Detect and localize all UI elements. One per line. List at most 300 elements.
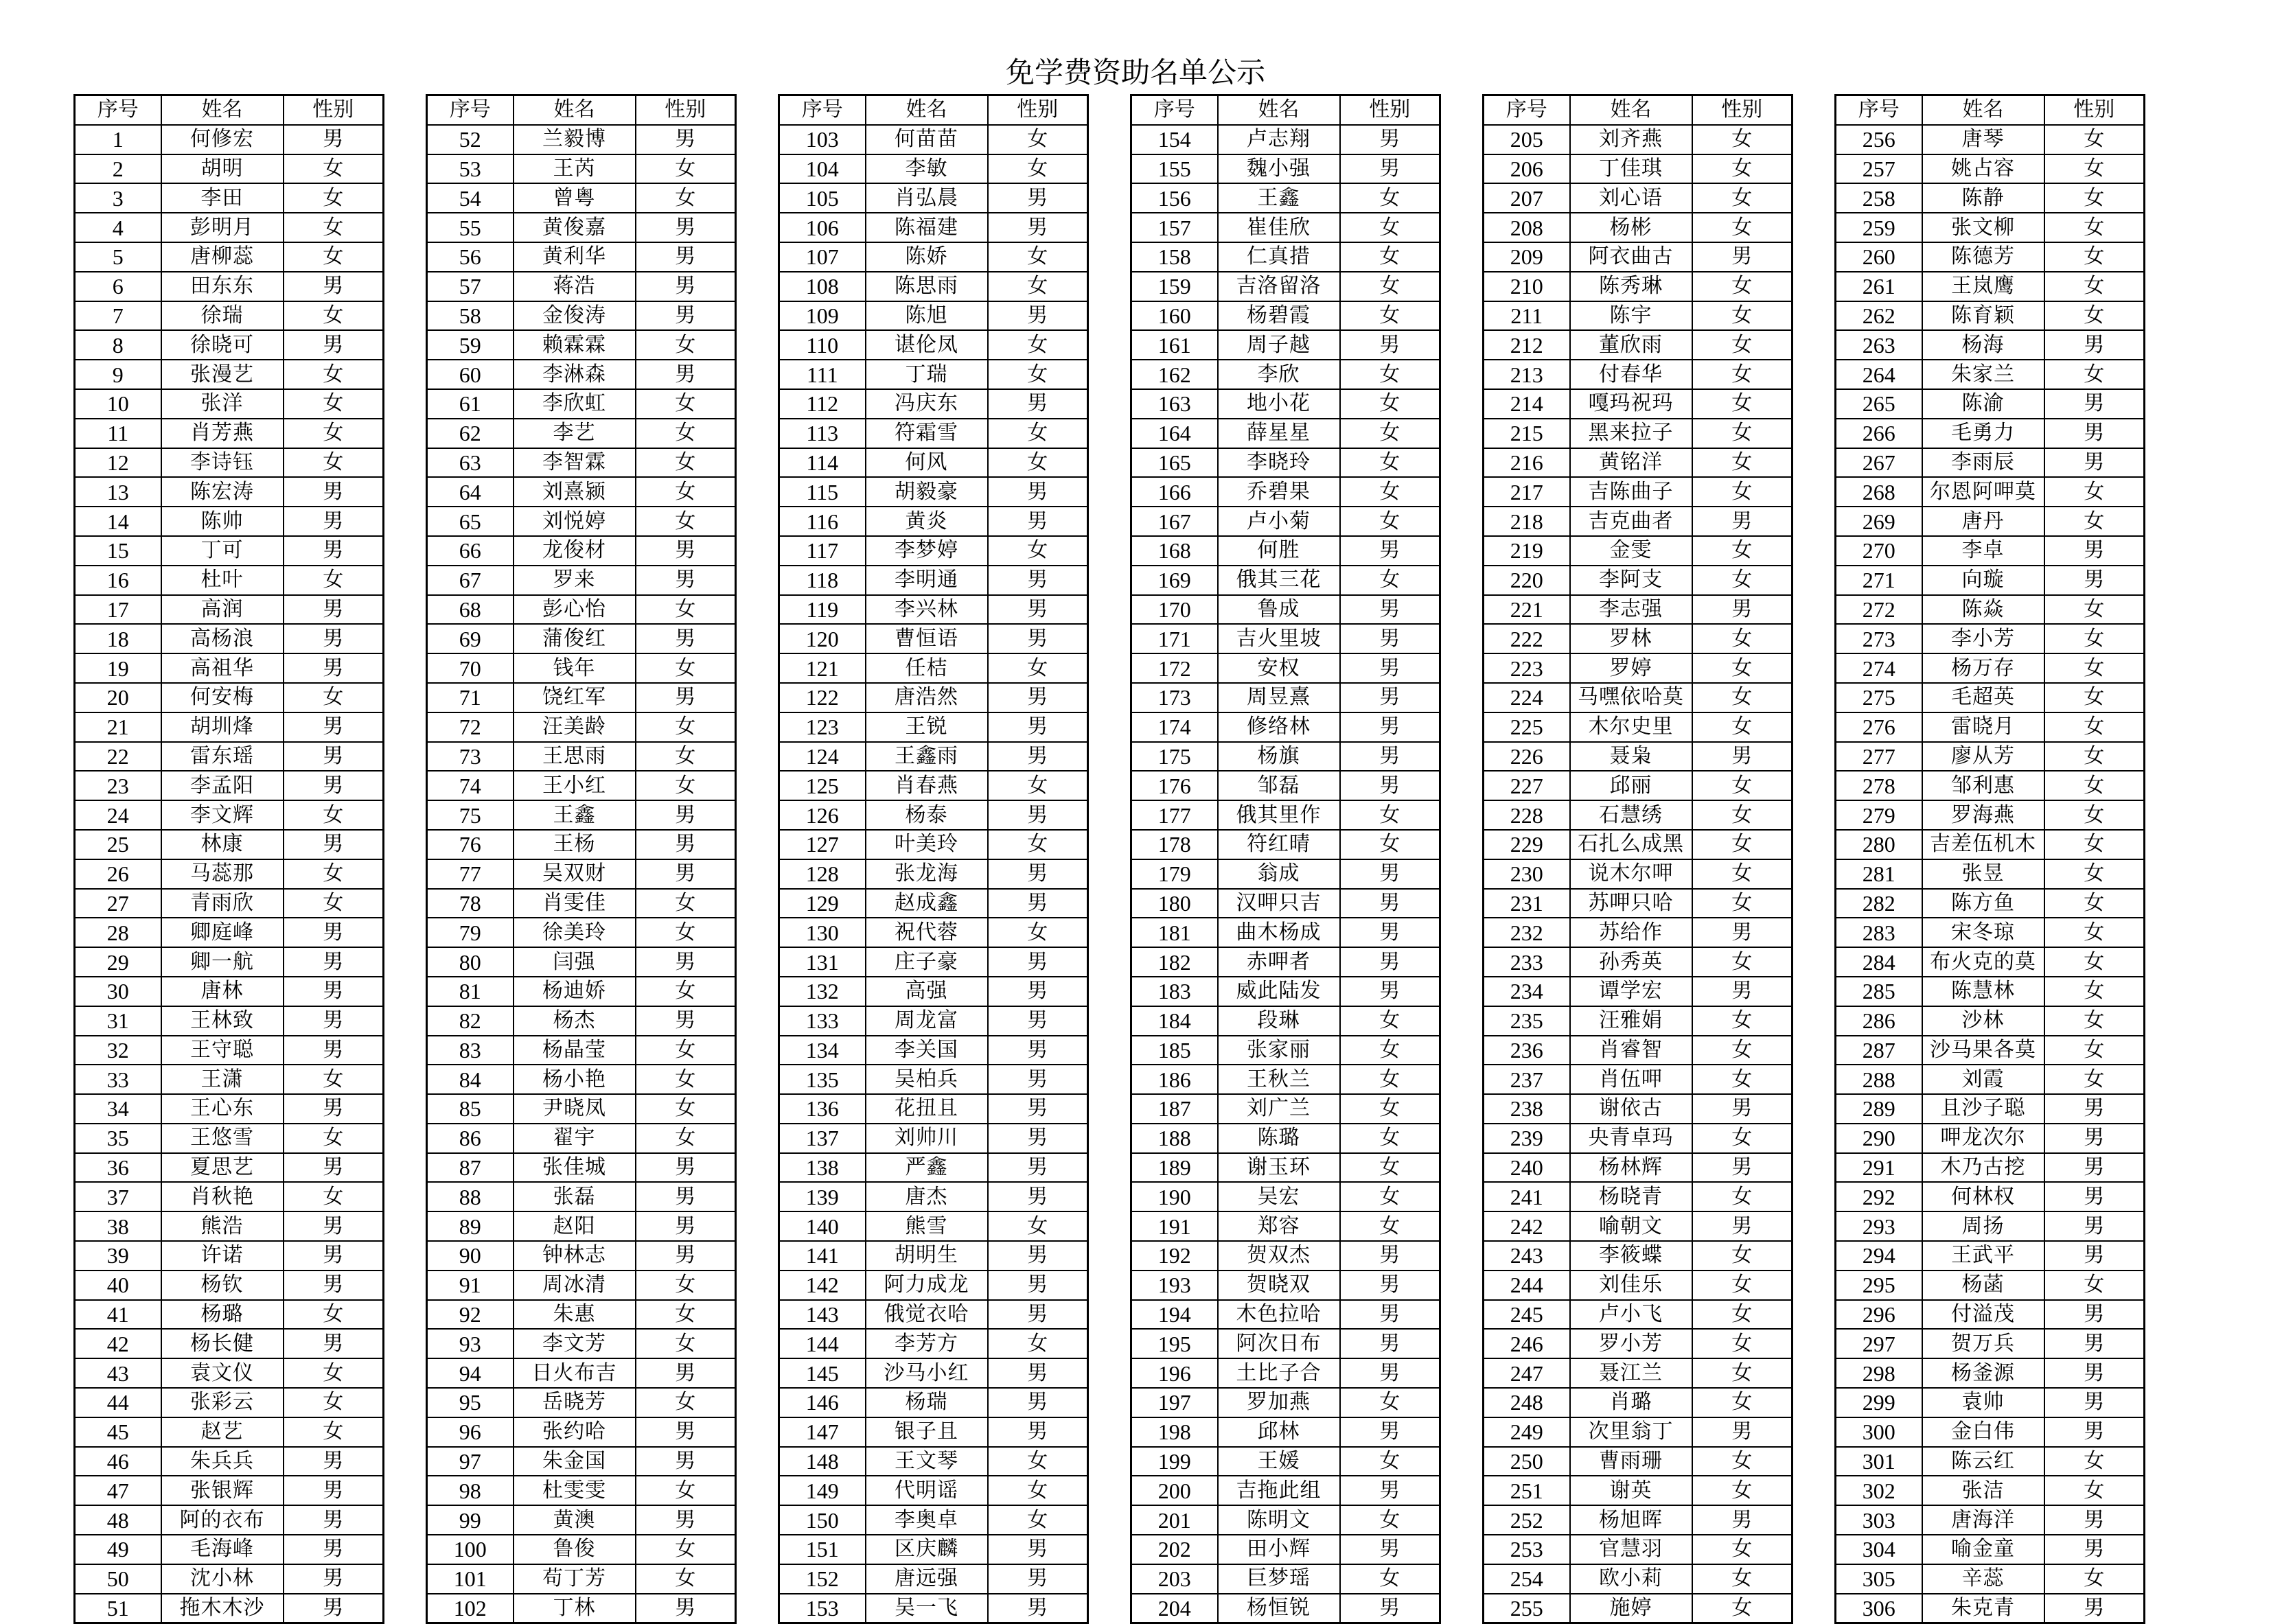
row-seq: 127 [779, 830, 866, 859]
table-row [75, 977, 384, 1006]
row-gender: 女 [2044, 213, 2145, 242]
table-row [1131, 1211, 1440, 1241]
table-row [75, 947, 384, 977]
row-gender: 女 [2044, 595, 2145, 625]
row-name: 曲木杨成 [1218, 918, 1340, 947]
row-gender: 男 [1692, 1094, 1792, 1124]
table-row [1836, 595, 2145, 625]
row-gender: 女 [2044, 1447, 2145, 1476]
row-seq: 14 [75, 507, 161, 536]
row-seq: 266 [1836, 419, 1922, 448]
row-name: 张约哈 [514, 1417, 636, 1447]
row-name: 郑容 [1218, 1211, 1340, 1241]
row-gender: 女 [1340, 1153, 1440, 1183]
table-row [1836, 242, 2145, 272]
table-row [1131, 272, 1440, 301]
table-row [1131, 1535, 1440, 1564]
row-name: 杨泰 [866, 800, 988, 830]
table-row [1836, 213, 2145, 242]
row-seq: 70 [427, 653, 514, 683]
row-name: 徐瑞 [161, 301, 284, 331]
table-row [1836, 183, 2145, 213]
row-name: 金俊涛 [514, 301, 636, 331]
row-name: 李阿支 [1570, 566, 1692, 595]
row-name: 赵成鑫 [866, 889, 988, 918]
row-gender: 男 [988, 1124, 1088, 1153]
row-gender: 女 [636, 183, 736, 213]
row-gender: 女 [1692, 1065, 1792, 1094]
row-seq: 54 [427, 183, 514, 213]
table-row [427, 1329, 736, 1358]
row-seq: 24 [75, 800, 161, 830]
row-seq: 213 [1484, 360, 1570, 389]
table-row [1836, 859, 2145, 889]
row-name: 罗林 [1570, 624, 1692, 653]
row-gender: 男 [636, 1211, 736, 1241]
table-row [75, 419, 384, 448]
row-gender: 男 [2044, 1329, 2145, 1358]
row-seq: 269 [1836, 507, 1922, 536]
row-seq: 169 [1131, 566, 1218, 595]
row-seq: 50 [75, 1564, 161, 1594]
row-seq: 248 [1484, 1388, 1570, 1417]
row-seq: 63 [427, 448, 514, 478]
row-seq: 15 [75, 536, 161, 566]
table-row [1484, 507, 1792, 536]
table-row [75, 1358, 384, 1388]
table-row [1131, 360, 1440, 389]
table-row [75, 653, 384, 683]
table-row [1836, 653, 2145, 683]
row-seq: 283 [1836, 918, 1922, 947]
row-name: 彭明月 [161, 213, 284, 242]
row-seq: 209 [1484, 242, 1570, 272]
row-name: 符红晴 [1218, 830, 1340, 859]
row-gender: 女 [636, 1535, 736, 1564]
row-name: 毛海峰 [161, 1535, 284, 1564]
row-name: 陈德芳 [1922, 242, 2044, 272]
row-name: 董欣雨 [1570, 330, 1692, 360]
row-gender: 女 [2044, 977, 2145, 1006]
row-gender: 女 [284, 242, 384, 272]
row-gender: 女 [1692, 1358, 1792, 1388]
row-gender: 男 [2044, 1182, 2145, 1211]
table-row [779, 1065, 1088, 1094]
row-name: 杨瑞 [866, 1388, 988, 1417]
table-row [1836, 389, 2145, 419]
row-seq: 82 [427, 1006, 514, 1036]
row-seq: 207 [1484, 183, 1570, 213]
row-name: 王媛 [1218, 1447, 1340, 1476]
row-name: 陈帅 [161, 507, 284, 536]
table-row [427, 360, 736, 389]
row-name: 王守聪 [161, 1036, 284, 1065]
row-name: 赵阳 [514, 1211, 636, 1241]
row-name: 毛勇力 [1922, 419, 2044, 448]
row-name: 肖秋艳 [161, 1182, 284, 1211]
row-name: 蒲俊红 [514, 624, 636, 653]
row-name: 庄子豪 [866, 947, 988, 977]
row-name: 曹雨珊 [1570, 1447, 1692, 1476]
row-name: 杜叶 [161, 566, 284, 595]
row-name: 肖睿智 [1570, 1036, 1692, 1065]
row-gender: 男 [988, 1564, 1088, 1594]
row-gender: 女 [2044, 712, 2145, 742]
row-name: 廖从芳 [1922, 742, 2044, 772]
table-row [1484, 154, 1792, 184]
row-gender: 女 [284, 183, 384, 213]
row-name: 张文柳 [1922, 213, 2044, 242]
row-gender: 男 [1692, 977, 1792, 1006]
table-row [75, 1065, 384, 1094]
row-name: 张漫艺 [161, 360, 284, 389]
row-gender: 女 [636, 1388, 736, 1417]
row-name: 肖伍呷 [1570, 1065, 1692, 1094]
table-row [427, 889, 736, 918]
row-gender: 女 [1340, 1388, 1440, 1417]
row-name: 黄炎 [866, 507, 988, 536]
row-gender: 女 [284, 1182, 384, 1211]
table-row [779, 830, 1088, 859]
row-seq: 212 [1484, 330, 1570, 360]
table-row [779, 624, 1088, 653]
row-seq: 285 [1836, 977, 1922, 1006]
row-name: 王鑫雨 [866, 742, 988, 772]
row-name: 王武平 [1922, 1241, 2044, 1271]
row-seq: 149 [779, 1476, 866, 1505]
row-seq: 258 [1836, 183, 1922, 213]
row-name: 吉火里坡 [1218, 624, 1340, 653]
table-row [75, 213, 384, 242]
row-name: 石扎么成黑 [1570, 830, 1692, 859]
row-seq: 284 [1836, 947, 1922, 977]
row-gender: 男 [2044, 1417, 2145, 1447]
row-name: 拖木木沙 [161, 1594, 284, 1623]
row-name: 李雨辰 [1922, 448, 2044, 478]
row-gender: 男 [988, 595, 1088, 625]
table-row [1131, 859, 1440, 889]
table-row [1484, 800, 1792, 830]
row-seq: 274 [1836, 653, 1922, 683]
row-seq: 81 [427, 977, 514, 1006]
row-gender: 女 [2044, 1065, 2145, 1094]
row-gender: 女 [988, 448, 1088, 478]
row-gender: 男 [284, 624, 384, 653]
row-seq: 141 [779, 1241, 866, 1271]
row-gender: 女 [1340, 360, 1440, 389]
table-row [1836, 272, 2145, 301]
row-gender: 女 [1692, 272, 1792, 301]
row-seq: 265 [1836, 389, 1922, 419]
row-seq: 120 [779, 624, 866, 653]
row-seq: 49 [75, 1535, 161, 1564]
row-seq: 279 [1836, 800, 1922, 830]
row-seq: 176 [1131, 771, 1218, 800]
header-seq: 序号 [1484, 95, 1570, 125]
row-gender: 女 [1692, 360, 1792, 389]
row-gender: 女 [636, 1476, 736, 1505]
row-name: 马嘿依哈莫 [1570, 683, 1692, 712]
table-row [1484, 389, 1792, 419]
row-name: 欧小莉 [1570, 1564, 1692, 1594]
row-seq: 5 [75, 242, 161, 272]
row-seq: 154 [1131, 125, 1218, 154]
row-seq: 76 [427, 830, 514, 859]
table-row [75, 360, 384, 389]
table-row [1131, 918, 1440, 947]
table-row [1836, 918, 2145, 947]
table-row [75, 1006, 384, 1036]
row-gender: 女 [2044, 360, 2145, 389]
row-gender: 女 [284, 859, 384, 889]
row-gender: 男 [636, 566, 736, 595]
table-row [1131, 683, 1440, 712]
row-name: 谢英 [1570, 1476, 1692, 1505]
roster-table-4 [1130, 94, 1441, 1624]
table-row [427, 1594, 736, 1623]
table-row [779, 683, 1088, 712]
row-name: 王思雨 [514, 742, 636, 772]
row-gender: 女 [2044, 742, 2145, 772]
row-name: 朱家兰 [1922, 360, 2044, 389]
row-gender: 女 [988, 242, 1088, 272]
row-name: 阿衣曲古 [1570, 242, 1692, 272]
row-gender: 男 [1340, 1594, 1440, 1623]
row-seq: 93 [427, 1329, 514, 1358]
row-seq: 249 [1484, 1417, 1570, 1447]
row-seq: 162 [1131, 360, 1218, 389]
table-row [75, 1447, 384, 1476]
row-gender: 女 [1692, 683, 1792, 712]
row-seq: 36 [75, 1153, 161, 1183]
row-gender: 女 [636, 1300, 736, 1330]
row-name: 熊浩 [161, 1211, 284, 1241]
header-gender: 性别 [988, 95, 1088, 125]
row-gender: 男 [988, 1271, 1088, 1300]
table-row [1131, 1036, 1440, 1065]
row-seq: 126 [779, 800, 866, 830]
table-row [779, 1271, 1088, 1300]
row-seq: 183 [1131, 977, 1218, 1006]
row-name: 王鑫 [1218, 183, 1340, 213]
row-gender: 女 [1692, 830, 1792, 859]
row-gender: 女 [636, 389, 736, 419]
table-row [1131, 419, 1440, 448]
row-seq: 61 [427, 389, 514, 419]
table-row [427, 1417, 736, 1447]
table-row [1484, 889, 1792, 918]
row-seq: 254 [1484, 1564, 1570, 1594]
table-row [1484, 213, 1792, 242]
row-gender: 女 [2044, 1271, 2145, 1300]
row-name: 陈思雨 [866, 272, 988, 301]
row-seq: 286 [1836, 1006, 1922, 1036]
row-gender: 男 [284, 1006, 384, 1036]
row-name: 杨釜源 [1922, 1358, 2044, 1388]
table-row [1484, 183, 1792, 213]
table-row [1131, 1094, 1440, 1124]
row-seq: 20 [75, 683, 161, 712]
row-gender: 男 [636, 125, 736, 154]
row-gender: 男 [2044, 1300, 2145, 1330]
table-row [427, 1535, 736, 1564]
row-seq: 216 [1484, 448, 1570, 478]
row-name: 吉陈曲子 [1570, 477, 1692, 507]
row-gender: 女 [1692, 1447, 1792, 1476]
row-gender: 女 [636, 448, 736, 478]
row-seq: 271 [1836, 566, 1922, 595]
row-seq: 290 [1836, 1124, 1922, 1153]
row-seq: 46 [75, 1447, 161, 1476]
table-row [1131, 947, 1440, 977]
row-seq: 95 [427, 1388, 514, 1417]
row-seq: 113 [779, 419, 866, 448]
row-seq: 242 [1484, 1211, 1570, 1241]
row-gender: 男 [1340, 1417, 1440, 1447]
table-row [1131, 800, 1440, 830]
row-gender: 男 [1692, 1153, 1792, 1183]
row-name: 李智霖 [514, 448, 636, 478]
row-gender: 女 [1340, 1505, 1440, 1535]
row-gender: 女 [2044, 125, 2145, 154]
row-name: 王秋兰 [1218, 1065, 1340, 1094]
row-seq: 210 [1484, 272, 1570, 301]
row-seq: 160 [1131, 301, 1218, 331]
row-seq: 264 [1836, 360, 1922, 389]
row-name: 吴宏 [1218, 1182, 1340, 1211]
table-row [1484, 1417, 1792, 1447]
table-row [779, 1505, 1088, 1535]
table-row [427, 1447, 736, 1476]
table-row [1131, 389, 1440, 419]
row-seq: 144 [779, 1329, 866, 1358]
row-seq: 227 [1484, 771, 1570, 800]
row-seq: 6 [75, 272, 161, 301]
table-row [427, 1388, 736, 1417]
table-row [1484, 448, 1792, 478]
row-name: 木乃古挖 [1922, 1153, 2044, 1183]
row-gender: 女 [284, 213, 384, 242]
row-name: 说木尔呷 [1570, 859, 1692, 889]
table-row [1131, 1153, 1440, 1183]
row-seq: 124 [779, 742, 866, 772]
table-row [779, 918, 1088, 947]
table-row [75, 507, 384, 536]
row-name: 姚占容 [1922, 154, 2044, 184]
row-gender: 女 [2044, 507, 2145, 536]
row-seq: 60 [427, 360, 514, 389]
row-gender: 男 [636, 1153, 736, 1183]
row-name: 布火克的莫 [1922, 947, 2044, 977]
roster-table-3 [778, 94, 1089, 1624]
row-name: 叶美玲 [866, 830, 988, 859]
header-name: 姓名 [161, 95, 284, 125]
row-name: 崔佳欣 [1218, 213, 1340, 242]
row-seq: 205 [1484, 125, 1570, 154]
row-seq: 296 [1836, 1300, 1922, 1330]
row-seq: 203 [1131, 1564, 1218, 1594]
row-name: 徐美玲 [514, 918, 636, 947]
row-seq: 187 [1131, 1094, 1218, 1124]
row-seq: 142 [779, 1271, 866, 1300]
row-name: 苏给作 [1570, 918, 1692, 947]
table-row [1131, 477, 1440, 507]
row-seq: 255 [1484, 1594, 1570, 1623]
table-row [779, 977, 1088, 1006]
row-seq: 27 [75, 889, 161, 918]
table-row [75, 595, 384, 625]
table-row [779, 1094, 1088, 1124]
roster-table-2 [426, 94, 737, 1624]
row-seq: 132 [779, 977, 866, 1006]
row-gender: 女 [1692, 477, 1792, 507]
row-seq: 96 [427, 1417, 514, 1447]
row-gender: 男 [2044, 419, 2145, 448]
row-seq: 150 [779, 1505, 866, 1535]
table-row [427, 1241, 736, 1271]
row-seq: 79 [427, 918, 514, 947]
table-row [779, 1417, 1088, 1447]
row-seq: 140 [779, 1211, 866, 1241]
row-name: 陈宏涛 [161, 477, 284, 507]
row-gender: 女 [636, 653, 736, 683]
row-name: 李志强 [1570, 595, 1692, 625]
row-gender: 男 [2044, 389, 2145, 419]
row-name: 安权 [1218, 653, 1340, 683]
table-row [75, 830, 384, 859]
row-name: 金白伟 [1922, 1417, 2044, 1447]
row-gender: 男 [636, 1447, 736, 1476]
row-name: 刘熹颍 [514, 477, 636, 507]
row-gender: 女 [636, 742, 736, 772]
table-row [1484, 419, 1792, 448]
table-row [1131, 536, 1440, 566]
table-row [427, 566, 736, 595]
row-name: 木色拉哈 [1218, 1300, 1340, 1330]
table-row [1836, 947, 2145, 977]
row-name: 吴柏兵 [866, 1065, 988, 1094]
row-name: 杨菡 [1922, 1271, 2044, 1300]
row-name: 向璇 [1922, 566, 2044, 595]
row-name: 王悠雪 [161, 1124, 284, 1153]
row-gender: 女 [1340, 1036, 1440, 1065]
row-seq: 45 [75, 1417, 161, 1447]
table-row [1484, 1065, 1792, 1094]
table-row [1484, 242, 1792, 272]
row-gender: 男 [2044, 1505, 2145, 1535]
header-seq: 序号 [1836, 95, 1922, 125]
table-row [779, 1211, 1088, 1241]
table-row [75, 389, 384, 419]
row-name: 唐丹 [1922, 507, 2044, 536]
table-row [1836, 330, 2145, 360]
table-row [427, 683, 736, 712]
row-seq: 40 [75, 1271, 161, 1300]
row-gender: 男 [284, 125, 384, 154]
row-seq: 206 [1484, 154, 1570, 184]
row-seq: 278 [1836, 771, 1922, 800]
row-seq: 199 [1131, 1447, 1218, 1476]
row-seq: 184 [1131, 1006, 1218, 1036]
table-row [427, 389, 736, 419]
row-name: 陈璐 [1218, 1124, 1340, 1153]
row-seq: 152 [779, 1564, 866, 1594]
row-seq: 69 [427, 624, 514, 653]
row-gender: 男 [1692, 1505, 1792, 1535]
row-gender: 男 [284, 1036, 384, 1065]
row-seq: 267 [1836, 448, 1922, 478]
row-name: 唐杰 [866, 1182, 988, 1211]
